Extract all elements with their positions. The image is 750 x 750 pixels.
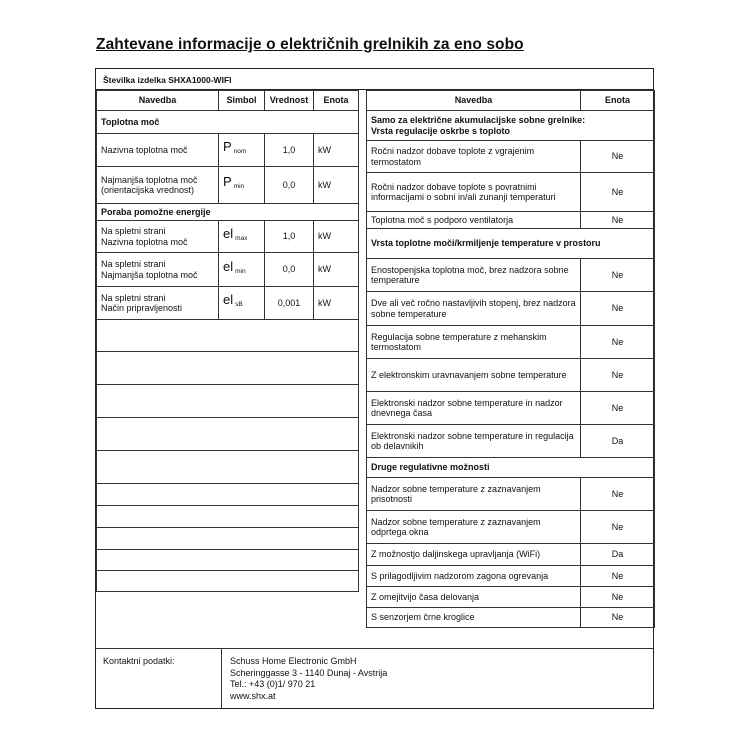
- right-section-row: [367, 229, 655, 259]
- right-col-header: Enota: [581, 91, 655, 111]
- page-title: Zahtevane informacije o električnih grelnikih za eno sobo: [96, 36, 524, 53]
- value-cell: 0,001: [265, 287, 314, 320]
- right-data-row: [367, 608, 655, 628]
- unit-cell: Da: [581, 425, 655, 458]
- navedba-line: Najmanjša toplotna moč: [101, 174, 198, 185]
- navedba-cell: Ročni nadzor dobave toplote s povratnimi informacijami o sobni in/ali zunanji temperaturi: [367, 173, 581, 212]
- navedba-cell: Elektronski nadzor sobne temperature in regulacija ob delavnikih: [367, 425, 581, 458]
- unit-cell: Ne: [581, 141, 655, 173]
- navedba-cell: Nadzor sobne temperature z zaznavanjem prisotnosti: [367, 478, 581, 511]
- left-col-header: Vrednost: [265, 91, 314, 111]
- navedba-cell: Z možnostjo daljinskega upravljanja (WiFi): [367, 544, 581, 566]
- right-data-row: [367, 425, 655, 458]
- right-data-row: [367, 566, 655, 587]
- left-section-row: [97, 111, 359, 134]
- unit-cell: Ne: [581, 292, 655, 326]
- left-empty-row: [97, 484, 359, 506]
- right-data-row: [367, 212, 655, 229]
- unit-cell: Ne: [581, 173, 655, 212]
- navedba-line: Na spletni strani: [101, 259, 166, 269]
- symbol-cell: [219, 134, 265, 167]
- empty-cell: [97, 528, 359, 550]
- navedba-cell: [97, 253, 219, 287]
- navedba-cell: Regulacija sobne temperature z mehanskim termostatom: [367, 326, 581, 359]
- value-cell: 0,0: [265, 167, 314, 204]
- contact-block: [95, 648, 654, 709]
- value-cell: 0,0: [265, 253, 314, 287]
- unit-cell: Ne: [581, 359, 655, 392]
- left-col-header: Enota: [314, 91, 359, 111]
- section-title-line: Samo za električne akumulacijske sobne grelnike:: [371, 115, 586, 125]
- unit-cell: Ne: [581, 587, 655, 608]
- contact-line: Scheringgasse 3 - 1140 Dunaj - Avstrija: [230, 667, 388, 678]
- contact-address: [230, 656, 387, 702]
- left-empty-row: [97, 550, 359, 571]
- right-data-row: [367, 511, 655, 544]
- symbol-text: P: [223, 139, 232, 155]
- left-data-row: [97, 134, 359, 167]
- left-data-row: [97, 167, 359, 204]
- navedba-cell: Dve ali več ročno nastavljivih stopenj, brez nadzora sobne temperature: [367, 292, 581, 326]
- empty-cell: [97, 506, 359, 528]
- symbol-cell: [219, 253, 265, 287]
- right-col-header: Navedba: [367, 91, 581, 111]
- contact-line: Schuss Home Electronic GmbH: [230, 656, 357, 666]
- unit-cell: Ne: [581, 259, 655, 292]
- symbol-text: el: [223, 292, 234, 308]
- right-data-row: [367, 292, 655, 326]
- right-data-row: [367, 259, 655, 292]
- right-section-row: [367, 458, 655, 478]
- navedba-cell: Z elektronskim uravnavanjem sobne temperature: [367, 359, 581, 392]
- navedba-cell: Z omejitvijo časa delovanja: [367, 587, 581, 608]
- symbol-cell: [219, 221, 265, 253]
- unit-cell: Ne: [581, 212, 655, 229]
- contact-label: Kontaktni podatki:: [103, 656, 175, 666]
- right-section-title: [367, 229, 655, 259]
- left-empty-row: [97, 451, 359, 484]
- left-data-row: [97, 221, 359, 253]
- right-data-row: [367, 544, 655, 566]
- navedba-cell: [97, 134, 219, 167]
- unit-cell: kW: [314, 221, 359, 253]
- unit-cell: Ne: [581, 392, 655, 425]
- empty-cell: [97, 320, 359, 352]
- navedba-cell: S prilagodljivim nadzorom zagona ogrevanja: [367, 566, 581, 587]
- navedba-line: Način pripravljenosti: [101, 303, 183, 313]
- unit-cell: Ne: [581, 566, 655, 587]
- navedba-cell: [97, 221, 219, 253]
- left-empty-row: [97, 506, 359, 528]
- left-data-row: [97, 287, 359, 320]
- empty-cell: [97, 451, 359, 484]
- navedba-cell: Elektronski nadzor sobne temperature in nadzor dnevnega časa: [367, 392, 581, 425]
- left-empty-row: [97, 320, 359, 352]
- unit-cell: Ne: [581, 511, 655, 544]
- navedba-cell: Nadzor sobne temperature z zaznavanjem odprtega okna: [367, 511, 581, 544]
- empty-cell: [97, 352, 359, 385]
- contact-line: Tel.: +43 (0)1/ 970 21: [230, 679, 316, 689]
- navedba-line: Nazivna toplotna moč: [101, 236, 188, 247]
- left-header-row: [97, 91, 359, 111]
- left-empty-row: [97, 385, 359, 418]
- right-table: [366, 90, 655, 628]
- left-empty-row: [97, 571, 359, 592]
- symbol-subscript: min: [235, 267, 246, 275]
- empty-cell: [97, 385, 359, 418]
- right-data-row: [367, 141, 655, 173]
- right-data-row: [367, 392, 655, 425]
- navedba-cell: [97, 287, 219, 320]
- empty-cell: [97, 571, 359, 592]
- symbol-cell: [219, 287, 265, 320]
- navedba-line: Na spletni strani: [101, 226, 166, 236]
- left-empty-row: [97, 418, 359, 451]
- left-section-row: [97, 204, 359, 221]
- left-empty-row: [97, 528, 359, 550]
- left-table: [96, 90, 359, 592]
- contact-divider: [221, 649, 222, 709]
- left-section-title: Toplotna moč: [97, 111, 359, 134]
- right-data-row: [367, 478, 655, 511]
- navedba-line: Na spletni strani: [101, 292, 166, 303]
- navedba-line: Nazivna toplotna moč: [101, 144, 188, 155]
- right-data-row: [367, 326, 655, 359]
- section-title-line: Druge regulativne možnosti: [371, 462, 490, 473]
- value-cell: 1,0: [265, 221, 314, 253]
- contact-line: www.shx.at: [230, 690, 276, 701]
- unit-cell: kW: [314, 287, 359, 320]
- navedba-line: Najmanjša toplotna moč: [101, 269, 198, 280]
- symbol-subscript: sB: [235, 301, 243, 309]
- section-title-line: Vrsta toplotne moči/krmiljenje temperature v prostoru: [371, 238, 601, 249]
- right-section-title: [367, 111, 655, 141]
- section-title-line: Vrsta regulacije oskrbe s toploto: [371, 125, 511, 136]
- navedba-cell: Toplotna moč s podporo ventilatorja: [367, 212, 581, 229]
- unit-cell: Da: [581, 544, 655, 566]
- unit-cell: kW: [314, 167, 359, 204]
- unit-cell: kW: [314, 253, 359, 287]
- right-section-row: [367, 111, 655, 141]
- unit-cell: Ne: [581, 478, 655, 511]
- navedba-cell: S senzorjem črne kroglice: [367, 608, 581, 628]
- navedba-cell: Ročni nadzor dobave toplote z vgrajenim termostatom: [367, 141, 581, 173]
- navedba-cell: Enostopenjska toplotna moč, brez nadzora sobne temperature: [367, 259, 581, 292]
- navedba-line: (orientacijska vrednost): [101, 185, 195, 195]
- unit-cell: kW: [314, 134, 359, 167]
- left-data-row: [97, 253, 359, 287]
- right-header-row: [367, 91, 655, 111]
- symbol-text: P: [223, 174, 232, 190]
- unit-cell: Ne: [581, 326, 655, 359]
- symbol-subscript: min: [233, 183, 245, 191]
- empty-cell: [97, 484, 359, 506]
- right-section-title: [367, 458, 655, 478]
- empty-cell: [97, 418, 359, 451]
- symbol-subscript: nom: [233, 148, 247, 156]
- symbol-cell: [219, 167, 265, 204]
- left-empty-row: [97, 352, 359, 385]
- left-col-header: Navedba: [97, 91, 219, 111]
- right-data-row: [367, 173, 655, 212]
- product-number: Številka izdelka SHXA1000-WIFI: [95, 68, 654, 90]
- navedba-cell: [97, 167, 219, 204]
- symbol-text: el: [223, 258, 234, 274]
- unit-cell: Ne: [581, 608, 655, 628]
- left-col-header: Simbol: [219, 91, 265, 111]
- empty-cell: [97, 550, 359, 571]
- symbol-subscript: max: [235, 234, 248, 242]
- right-data-row: [367, 587, 655, 608]
- symbol-text: el: [223, 225, 234, 241]
- left-section-title: Poraba pomožne energije: [97, 204, 359, 221]
- right-data-row: [367, 359, 655, 392]
- value-cell: 1,0: [265, 134, 314, 167]
